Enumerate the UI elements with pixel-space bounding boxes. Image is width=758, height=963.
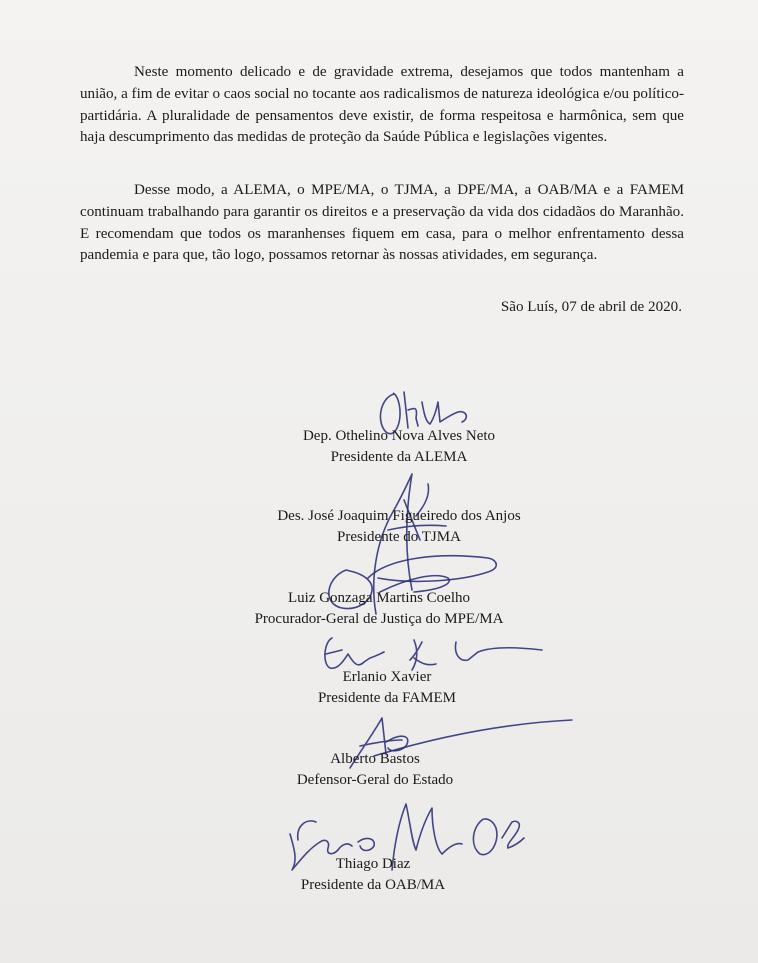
signatory-role: Presidente do TJMA: [337, 528, 461, 545]
signatory-role: Procurador-Geral de Justiça do MPE/MA: [254, 610, 504, 627]
signature-block-dpe: [0, 749, 754, 790]
signature-block-mpe: [0, 588, 758, 629]
body-paragraph-1: Neste momento delicado e de gravidade extrema, desejamos que todos mantenham a união, a fim de evitar o caos social no tocante aos radicalismos de natureza ideológica e/ou político-partidária. A pluralidade de pensamentos deve existir, de forma respeitosa e harmônica, sem que haja descumprimento das medidas de proteção da Saúde Pública e legislações vigentes.: [80, 64, 684, 146]
signatory-name: Dep. Othelino Nova Alves Neto: [302, 428, 496, 444]
signatory-role: Defensor-Geral do Estado: [296, 771, 454, 788]
signatory-role: Presidente da ALEMA: [330, 448, 468, 465]
signatory-name: Erlanio Xavier: [342, 669, 432, 685]
place-and-date: São Luís, 07 de abril de 2020.: [500, 299, 682, 315]
signature-block-oab: [0, 854, 752, 895]
signature-block-famem: [8, 667, 758, 708]
signatory-role: Presidente da FAMEM: [317, 689, 457, 706]
signature-block-tjma: [20, 506, 758, 547]
signatory-name: Luiz Gonzaga Martins Coelho: [287, 590, 471, 606]
signatory-name: Thiago Diaz: [335, 856, 411, 872]
signature-block-alema: [20, 426, 758, 467]
signatory-role: Presidente da OAB/MA: [300, 876, 446, 893]
signatory-name: Alberto Bastos: [330, 751, 420, 767]
signatory-name: Des. José Joaquim Figueiredo dos Anjos: [277, 508, 521, 524]
body-paragraph-2: Desse modo, a ALEMA, o MPE/MA, o TJMA, a DPE/MA, a OAB/MA e a FAMEM continuam trabalhando para garantir os direitos e a preservação da vida dos cidadãos do Maranhão. E recomendam que todos os maranhenses fiquem em casa, para o melhor enfrentamento dessa pandemia e para que, tão logo, possamos retornar às nossas atividades, em segurança.: [80, 182, 684, 264]
